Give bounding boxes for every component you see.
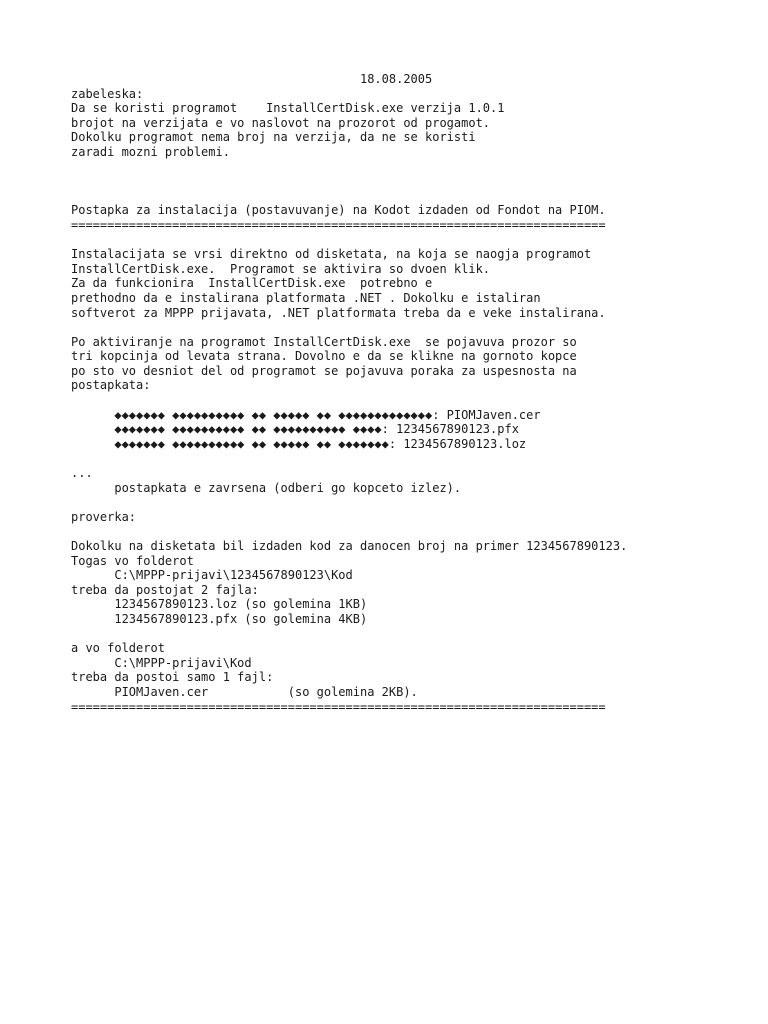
document-line [71,320,751,335]
document-line: tri kopcinja od levata strana. Dovolno e da se klikne na gornoto kopce [71,349,577,364]
document-line: Da se koristi programot InstallCertDisk.exe verzija 1.0.1 [71,101,505,116]
document-line: Dokolku na disketata bil izdaden kod za danocen broj na primer 1234567890123. [71,539,628,553]
document-line: Togas vo folderot [71,553,194,568]
document-line: C:\MPPP-prijavi\1234567890123\Kod [71,568,353,583]
document-line: ... [71,466,93,481]
document-line: 1234567890123.loz (so golemina 1KB) [71,597,368,612]
document-line: ◆◆◆◆◆◆◆ ◆◆◆◆◆◆◆◆◆◆ ◆◆ ◆◆◆◆◆ ◆◆ ◆◆◆◆◆◆◆◆◆◆◆◆◆: PIOMJaven.cer [71,407,541,422]
document-line [71,451,751,466]
document-line: prethodno da e instalirana platformata .NET . Dokolku e istaliran [71,290,541,305]
document-line: C:\MPPP-prijavi\Kod [71,655,252,670]
document-line [71,524,751,539]
document-line: brojot na verzijata e vo naslovot na prozorot od progamot. [71,115,491,130]
document-line: ◆◆◆◆◆◆◆ ◆◆◆◆◆◆◆◆◆◆ ◆◆ ◆◆◆◆◆◆◆◆◆◆ ◆◆◆◆: 1234567890123.pfx [71,422,519,437]
document-line: postapkata: [71,378,151,393]
document-line: treba da postoi samo 1 fajl: [71,670,274,685]
document-line: Dokolku programot nema broj na verzija, da ne se koristi [71,130,476,145]
document-page [71,72,751,714]
document-line: zabeleska: [71,86,144,101]
document-line: ◆◆◆◆◆◆◆ ◆◆◆◆◆◆◆◆◆◆ ◆◆ ◆◆◆◆◆ ◆◆ ◆◆◆◆◆◆◆: 1234567890123.loz [71,436,527,451]
document-line [71,495,751,510]
document-line [71,627,751,642]
document-line: Za da funkcionira InstallCertDisk.exe potrebno e [71,276,433,291]
document-line [71,189,751,204]
document-line: softverot za MPPP prijavata, .NET platformata treba da e veke instalirana. [71,305,606,320]
document-line: Instalacijata se vrsi direktno od disketata, na koja se naogja programot [71,247,592,262]
document-line: ========================================================================== [71,217,606,232]
document-line: po sto vo desniot del od programot se pojavuva poraka za uspesnosta na [71,363,577,378]
document-line [71,160,751,175]
document-line [71,174,751,189]
document-line: proverka: [71,509,137,524]
document-line: zaradi mozni problemi. [71,144,230,159]
document-line: Postapka za instalacija (postavuvanje) na Kodot izdaden od Fondot na PIOM. [71,203,606,218]
document-line: 18.08.2005 [71,72,433,86]
document-body [71,72,751,714]
document-line: treba da postojat 2 fajla: [71,582,259,597]
document-line: ========================================================================== [71,699,606,714]
document-line: a vo folderot [71,641,165,656]
document-line: 1234567890123.pfx (so golemina 4KB) [71,611,368,626]
document-line: PIOMJaven.cer (so golemina 2KB). [71,684,418,699]
document-line: Po aktiviranje na programot InstallCertDisk.exe se pojavuva prozor so [71,334,577,349]
document-line: InstallCertDisk.exe. Programot se aktivira so dvoen klik. [71,261,491,276]
document-line [71,233,751,248]
document-line: postapkata e zavrsena (odberi go kopceto izlez). [71,480,462,495]
document-line [71,393,751,408]
